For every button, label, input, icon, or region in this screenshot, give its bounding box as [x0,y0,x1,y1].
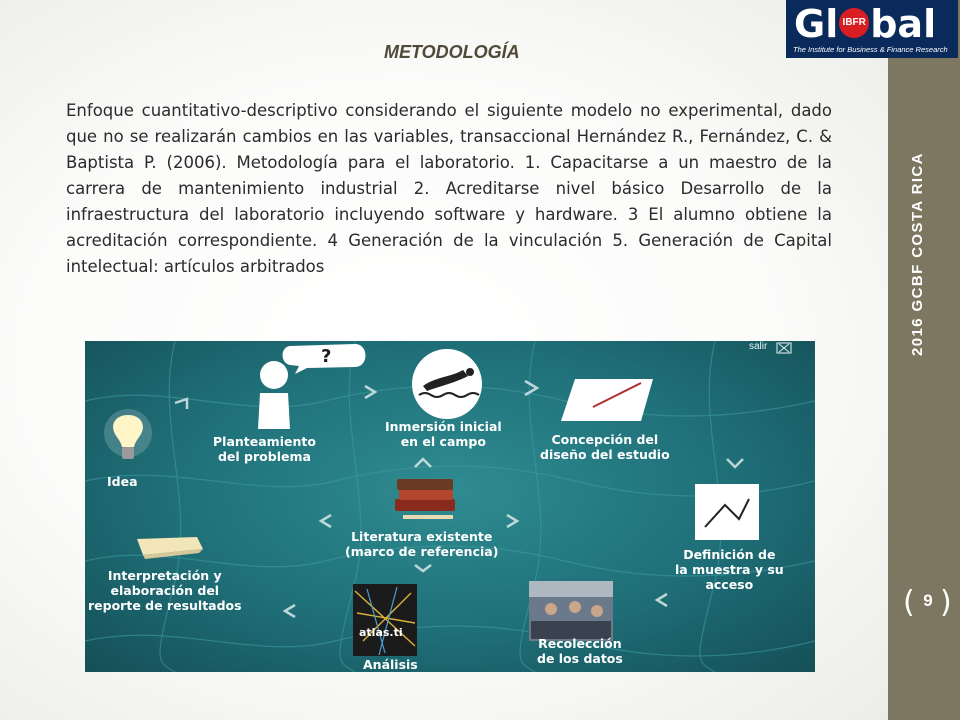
person-icon [258,361,290,429]
globe-icon: IBFR [839,8,869,38]
sample-sketch-icon [695,484,759,540]
software-label: atlas.ti [359,626,403,639]
methodology-diagram [85,341,815,672]
brace-left: ( [903,585,915,620]
step-definicion: Definición de la muestra y su acceso [675,547,784,592]
page-number: 9 [923,591,933,610]
step-concepcion: Concepción del diseño del estudio [540,432,670,462]
brace-right: ) [940,585,952,620]
step-idea: Idea [107,474,138,489]
global-logo: Gl IBFR bal The Institute for Business & Finance Research [786,0,958,58]
diagram-graphics [85,341,815,672]
bulb-icon [104,409,152,459]
step-literatura: Literatura existente (marco de referencia) [345,529,499,559]
step-inmersion: Inmersión inicial en el campo [385,419,502,449]
question-mark: ? [321,346,332,367]
step-recoleccion: Recolección de los datos [537,636,623,666]
books-icon [395,479,455,519]
step-interpretacion: Interpretación y elaboración del reporte de resultados [88,568,242,613]
step-analisis: Análisis [363,657,418,672]
exit-link[interactable]: salir [749,341,768,352]
atlas-ti-icon [353,584,417,656]
body-paragraph: Enfoque cuantitativo-descriptivo considerando el siguiente modelo no experimental, dado que no se realizarán cambios en las variables, transaccional Hernández R., Fernández, C. & Baptista P. (2006). Metodología para el laboratorio. 1. Capacitarse a un maestro de la carrera de mantenimiento industrial 2. Acreditarse nivel básico Desarrollo de la infraestructura del laboratorio incluyendo software y hardware. 3 El alumno obtiene la acreditación correspondiente. 4 Generación de la vinculación 5. Generación de Capital intelectual: artículos arbitrados [66,101,832,276]
step-planteamiento: Planteamiento del problema [213,434,316,464]
slide-title: METODOLOGÍA [384,42,520,62]
